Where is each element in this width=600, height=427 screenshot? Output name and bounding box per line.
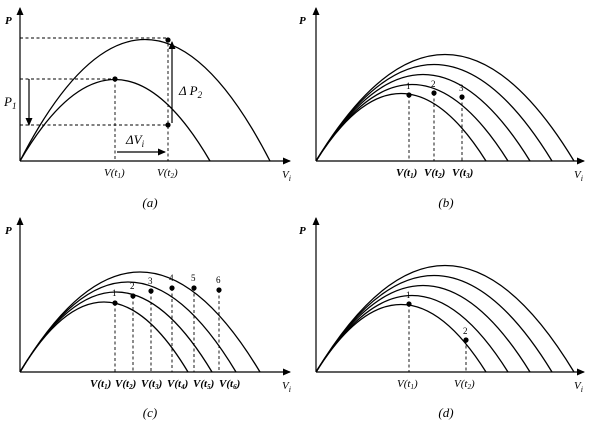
point-number: 1	[406, 81, 411, 91]
v-tick-label: V(t3)	[452, 167, 474, 180]
operating-point	[406, 92, 411, 97]
pv-curve-4	[316, 276, 552, 373]
operating-point	[165, 122, 170, 127]
panel-caption: (a)	[142, 195, 158, 210]
y-axis-label: P	[5, 15, 12, 27]
operating-point	[130, 293, 135, 298]
point-number: 1	[406, 290, 411, 300]
v-tick-label: V(t2)	[454, 378, 475, 391]
y-axis-label: P	[299, 15, 306, 27]
x-axis-label: $V_i$	[282, 169, 291, 183]
point-number: 3	[459, 83, 464, 93]
point-number: 4	[169, 273, 174, 283]
operating-point	[112, 300, 117, 305]
operating-point	[463, 337, 468, 342]
operating-point	[112, 76, 117, 81]
pv-curve-2	[20, 40, 270, 162]
x-axis-label: $V_i$	[574, 380, 583, 394]
v-tick-label: V(t2)	[115, 378, 137, 391]
p1-label: $P_1$	[4, 94, 17, 111]
panel-caption: (b)	[438, 195, 454, 210]
panel-caption: (c)	[142, 405, 158, 420]
v-tick-label: V(t6)	[219, 378, 241, 391]
v-tick-label: V(t1)	[104, 167, 125, 180]
panel-c	[5, 218, 291, 420]
panel-caption: (d)	[438, 405, 454, 420]
operating-point	[406, 301, 411, 306]
x-axis-label: $V_i$	[282, 380, 291, 394]
point-number: 5	[191, 273, 196, 283]
delta-p2-label: Δ $P_2$	[179, 83, 203, 100]
pv-curve-3	[316, 286, 530, 373]
y-axis-label: P	[299, 225, 306, 237]
point-number: 6	[216, 275, 221, 285]
operating-point	[191, 285, 196, 290]
point-number: 2	[463, 326, 468, 336]
point-number: 1	[112, 288, 117, 298]
v-tick-label: V(t2)	[424, 167, 446, 180]
operating-point	[165, 37, 170, 42]
point-number: 2	[431, 79, 436, 89]
panel-a	[3, 8, 291, 210]
point-number: 2	[130, 281, 135, 291]
operating-point	[148, 288, 153, 293]
operating-point	[431, 90, 436, 95]
point-number: 3	[148, 276, 153, 286]
x-axis-label: $V_i$	[574, 169, 583, 183]
panel-d	[299, 218, 584, 420]
v-tick-label: V(t1)	[397, 378, 418, 391]
panel-b	[299, 8, 584, 210]
v-tick-label: V(t1)	[90, 378, 112, 391]
operating-point	[169, 285, 174, 290]
pv-curve-1	[20, 302, 188, 372]
v-tick-label: V(t1)	[396, 167, 418, 180]
v-tick-label: V(t2)	[157, 167, 178, 180]
pv-curve-3	[316, 75, 530, 162]
operating-point	[459, 94, 464, 99]
delta-v-label: $\Delta V_i$	[126, 132, 145, 149]
v-tick-label: V(t3)	[141, 378, 163, 391]
v-tick-label: V(t4)	[167, 378, 189, 391]
operating-point	[216, 287, 221, 292]
v-tick-label: V(t5)	[193, 378, 215, 391]
y-axis-label: P	[5, 225, 12, 237]
